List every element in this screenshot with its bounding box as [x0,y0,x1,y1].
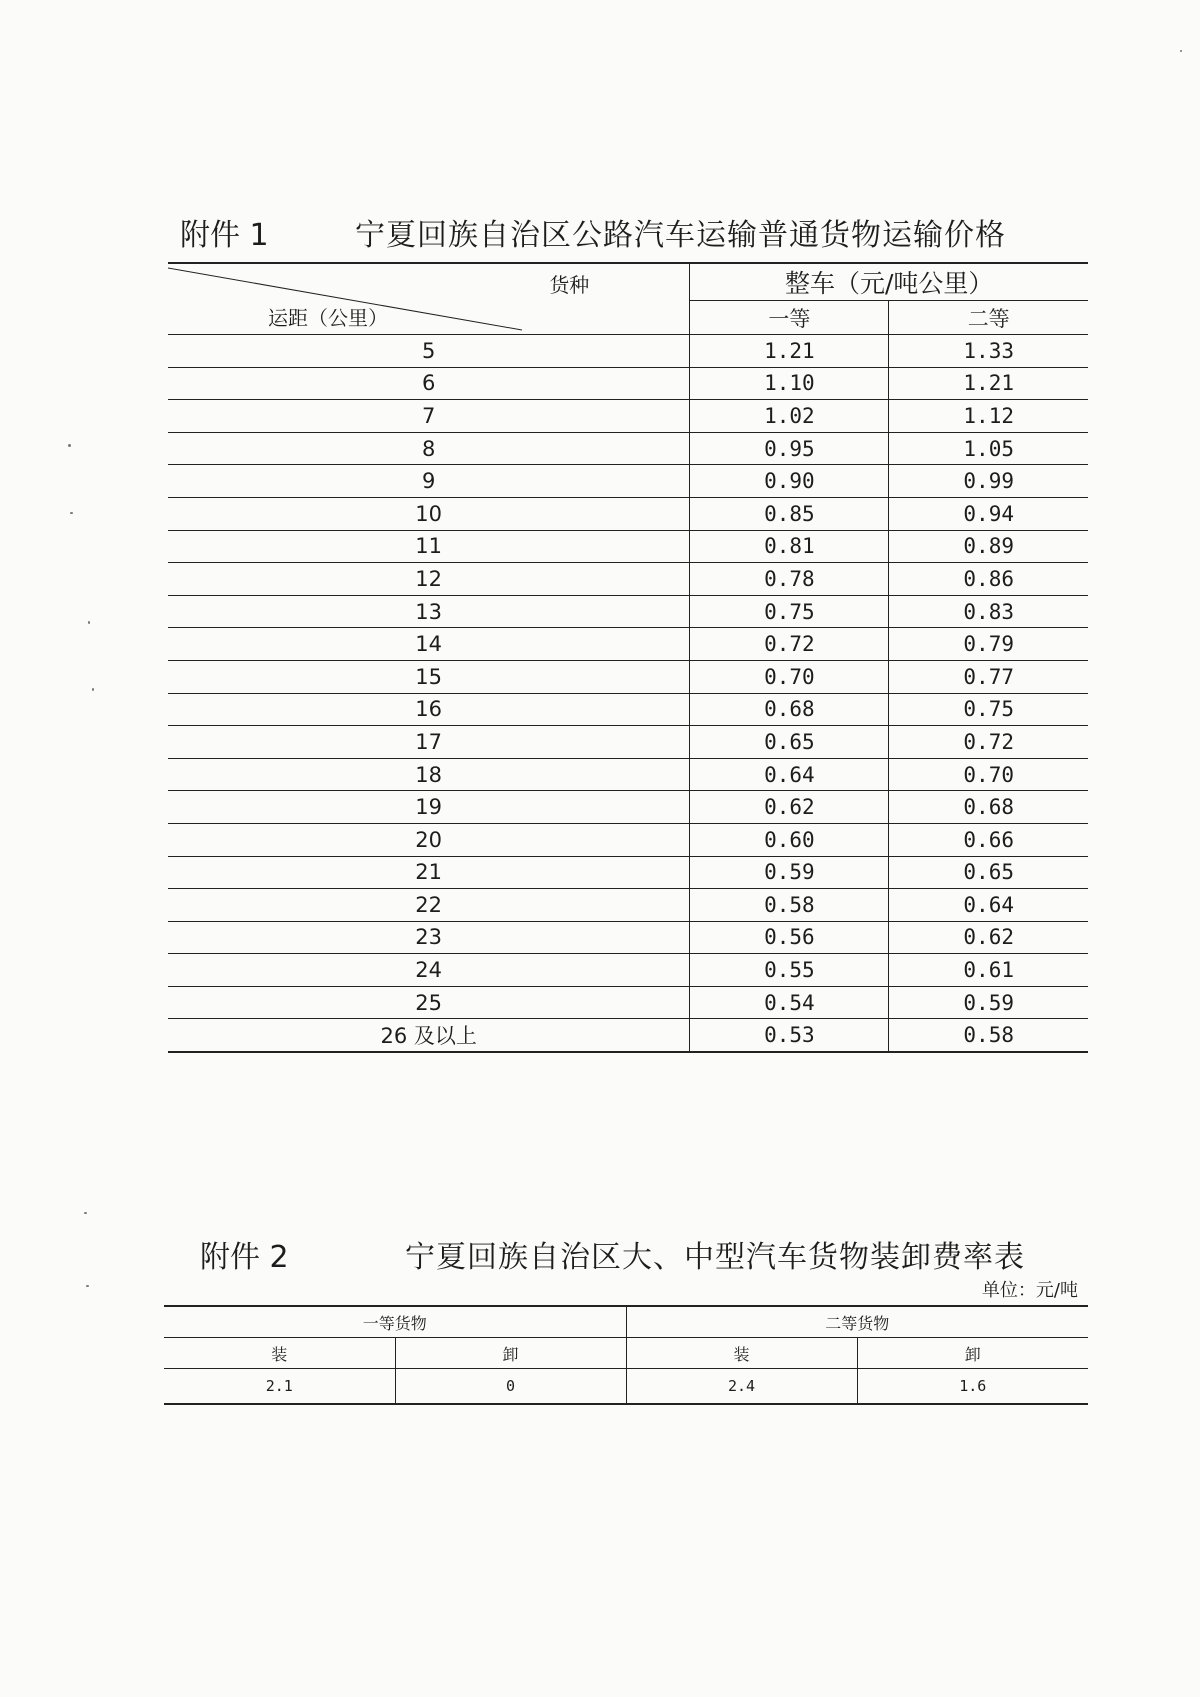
attachment1-heading [180,210,1080,254]
column-header-first-class: 一等 [690,301,889,335]
table-row [168,726,1088,759]
first-class-rate-cell: 0.59 [690,856,889,889]
value-first-load: 2.1 [164,1369,395,1405]
first-class-rate-cell: 0.68 [690,693,889,726]
first-class-rate-cell: 0.90 [690,465,889,498]
scan-speck [84,1212,87,1214]
table-row [168,530,1088,563]
distance-cell: 14 [168,628,690,661]
value-second-unload: 1.6 [857,1369,1088,1405]
table-row [168,823,1088,856]
table-row [168,595,1088,628]
corner-header-cell [168,263,690,335]
first-class-rate-cell: 0.70 [690,660,889,693]
corner-header-distance: 运距（公里） [268,306,388,330]
first-class-rate-cell: 0.64 [690,758,889,791]
second-class-rate-cell: 0.72 [889,726,1088,759]
attachment1-label: 附件 1 [180,218,269,253]
second-class-rate-cell: 1.21 [889,367,1088,400]
distance-cell: 8 [168,432,690,465]
distance-cell: 6 [168,367,690,400]
table-row [168,465,1088,498]
corner-header-cargo-type: 货种 [549,273,590,297]
distance-cell: 21 [168,856,690,889]
second-class-rate-cell: 0.59 [889,986,1088,1019]
table-row [168,1019,1088,1052]
scan-speck [86,1285,89,1287]
value-first-unload: 0 [395,1369,626,1405]
first-class-rate-cell: 0.55 [690,954,889,987]
second-class-rate-cell: 0.66 [889,823,1088,856]
scan-speck [1180,50,1182,52]
group-header-second-class-cargo: 二等货物 [626,1306,1088,1338]
group-header-full-truck: 整车（元/吨公里） [690,263,1088,301]
distance-cell: 12 [168,563,690,596]
second-class-rate-cell: 0.58 [889,1019,1088,1052]
distance-cell: 5 [168,335,690,368]
table-row [168,693,1088,726]
second-class-rate-cell: 1.12 [889,400,1088,433]
distance-cell: 20 [168,823,690,856]
second-class-rate-cell: 0.68 [889,791,1088,824]
second-class-rate-cell: 0.65 [889,856,1088,889]
attachment1-title: 宁夏回族自治区公路汽车运输普通货物运输价格 [355,218,1006,253]
loading-fee-table [164,1305,1088,1405]
second-class-rate-cell: 0.62 [889,921,1088,954]
scan-speck [68,444,71,447]
unit-label: 单位：元/吨 [981,1280,1078,1301]
distance-cell: 22 [168,889,690,922]
attachment2-heading [200,1232,1100,1276]
first-class-rate-cell: 0.78 [690,563,889,596]
freight-rate-table [168,262,1088,1053]
first-class-rate-cell: 0.62 [690,791,889,824]
first-class-rate-cell: 0.53 [690,1019,889,1052]
first-class-rate-cell: 0.95 [690,432,889,465]
first-class-rate-cell: 0.85 [690,497,889,530]
distance-cell: 16 [168,693,690,726]
first-class-rate-cell: 0.54 [690,986,889,1019]
second-class-rate-cell: 1.33 [889,335,1088,368]
distance-cell: 9 [168,465,690,498]
second-class-rate-cell: 0.94 [889,497,1088,530]
first-class-rate-cell: 0.56 [690,921,889,954]
distance-cell: 26 及以上 [168,1019,690,1052]
table-row [168,400,1088,433]
second-class-rate-cell: 0.89 [889,530,1088,563]
distance-cell: 24 [168,954,690,987]
first-class-rate-cell: 0.65 [690,726,889,759]
distance-cell: 11 [168,530,690,563]
column-header-first-unload: 卸 [395,1338,626,1369]
column-header-second-class: 二等 [889,301,1088,335]
scan-speck [92,688,94,691]
first-class-rate-cell: 0.60 [690,823,889,856]
second-class-rate-cell: 1.05 [889,432,1088,465]
scan-speck [88,621,90,624]
distance-cell: 23 [168,921,690,954]
group-header-first-class-cargo: 一等货物 [164,1306,626,1338]
attachment2-label: 附件 2 [200,1240,289,1275]
distance-cell: 13 [168,595,690,628]
second-class-rate-cell: 0.79 [889,628,1088,661]
column-header-second-unload: 卸 [857,1338,1088,1369]
distance-cell: 25 [168,986,690,1019]
table-row [168,791,1088,824]
table-row [168,497,1088,530]
second-class-rate-cell: 0.77 [889,660,1088,693]
first-class-rate-cell: 1.21 [690,335,889,368]
column-header-second-load: 装 [626,1338,857,1369]
first-class-rate-cell: 0.81 [690,530,889,563]
table-row [168,432,1088,465]
table-row [168,563,1088,596]
table-row [168,758,1088,791]
table-row [168,628,1088,661]
table-row [168,335,1088,368]
distance-cell: 17 [168,726,690,759]
scan-speck [70,512,73,514]
value-second-load: 2.4 [626,1369,857,1405]
table-row [168,367,1088,400]
first-class-rate-cell: 0.58 [690,889,889,922]
first-class-rate-cell: 0.72 [690,628,889,661]
attachment2-title: 宁夏回族自治区大、中型汽车货物装卸费率表 [405,1240,1025,1275]
first-class-rate-cell: 1.10 [690,367,889,400]
second-class-rate-cell: 0.61 [889,954,1088,987]
distance-cell: 10 [168,497,690,530]
table-row [168,660,1088,693]
second-class-rate-cell: 0.64 [889,889,1088,922]
table-row [168,856,1088,889]
distance-cell: 7 [168,400,690,433]
column-header-first-load: 装 [164,1338,395,1369]
first-class-rate-cell: 1.02 [690,400,889,433]
distance-cell: 18 [168,758,690,791]
first-class-rate-cell: 0.75 [690,595,889,628]
table-row [168,954,1088,987]
second-class-rate-cell: 0.83 [889,595,1088,628]
second-class-rate-cell: 0.70 [889,758,1088,791]
second-class-rate-cell: 0.75 [889,693,1088,726]
second-class-rate-cell: 0.86 [889,563,1088,596]
table-row [168,921,1088,954]
second-class-rate-cell: 0.99 [889,465,1088,498]
table-row [168,986,1088,1019]
distance-cell: 19 [168,791,690,824]
table-row [168,889,1088,922]
distance-cell: 15 [168,660,690,693]
